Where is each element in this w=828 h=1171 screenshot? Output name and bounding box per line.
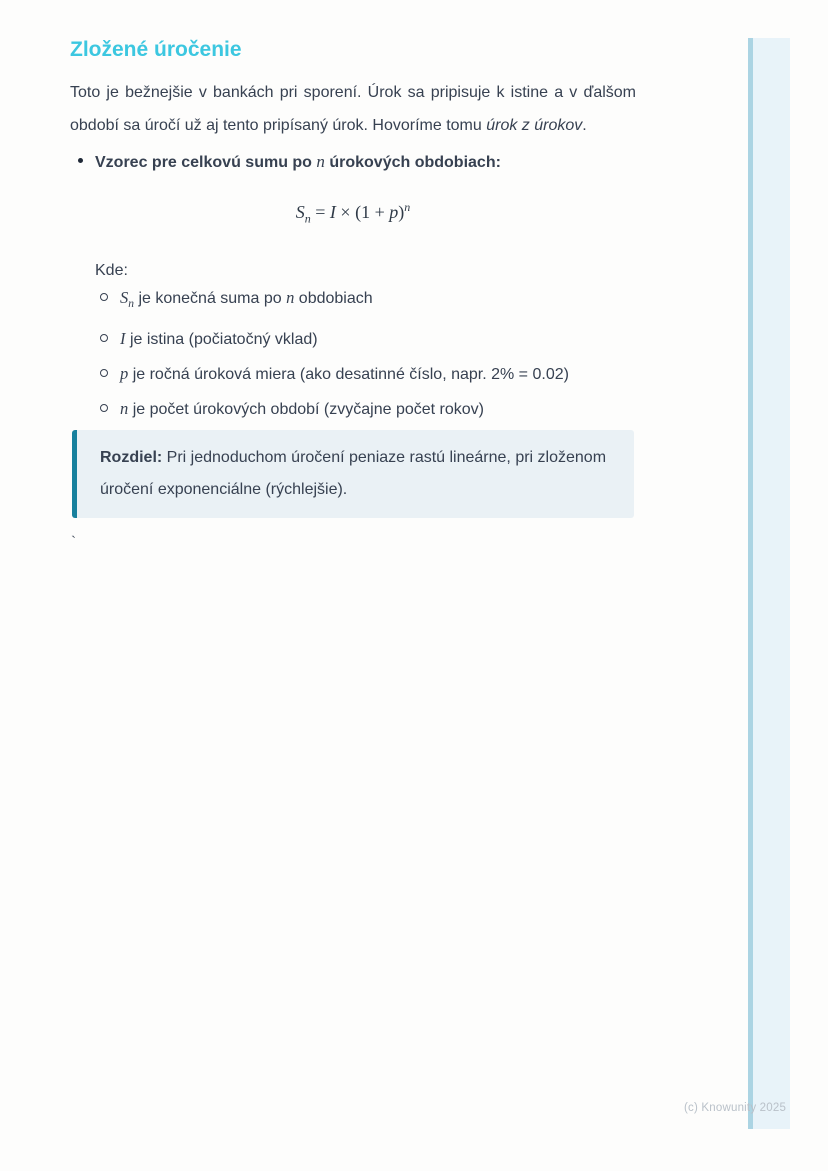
intro-text: Toto je bežnejšie v bankách pri sporení. Úrok sa pripisuje k istine a v ďalšom období sa úročí už aj tento pripísaný úrok. Hovoríme tomu [70, 84, 636, 134]
intro-italic-phrase: úrok z úrokov [486, 117, 583, 134]
where-list [95, 287, 640, 433]
copyright-footer: (c) Knowunity 2025 [684, 1102, 787, 1114]
formula-principal-i: I [329, 202, 336, 222]
formula-rate-p: p [389, 202, 399, 222]
formula-open-paren: (1 + [355, 202, 390, 222]
circle-bullet-icon [100, 334, 108, 342]
formula-close-paren: ) [398, 202, 405, 222]
formula-bullet-item [70, 151, 636, 173]
item-p-text: je ročná úroková miera (ako desatinné číslo, napr. 2% = 0.02) [128, 366, 569, 384]
intro-period: . [582, 117, 587, 134]
decorative-strip [748, 38, 790, 1129]
compound-interest-formula [70, 200, 636, 227]
list-item-p [95, 363, 640, 385]
item-n-text: je počet úrokových období (zvyčajne počet rokov) [128, 401, 484, 419]
circle-bullet-icon [100, 404, 108, 412]
var-p: p [120, 364, 129, 384]
item-sn-text: je konečná suma po [134, 290, 287, 307]
circle-bullet-icon [100, 293, 108, 301]
callout-bold-label: Rozdiel: [100, 449, 163, 466]
var-n: n [120, 399, 129, 419]
formula-subscript-n: n [304, 211, 311, 226]
var-i: I [120, 329, 126, 349]
var-s: S [120, 288, 129, 307]
stray-backtick-character: ` [71, 534, 76, 550]
circle-bullet-icon [100, 369, 108, 377]
formula-bullet-text-after: úrokových obdobiach: [324, 154, 501, 171]
formula-bullet-var-n: n [316, 152, 325, 171]
callout-text: Pri jednoduchom úročení peniaze rastú lineárne, pri zloženom úročení exponenciálne (rýchlejšie). [100, 449, 607, 498]
formula-times: × [335, 202, 356, 222]
bullet-dot-icon [78, 158, 83, 163]
page-title: Zložené úročenie [70, 38, 242, 61]
item-i-text: je istina (počiatočný vklad) [125, 331, 318, 349]
item-sn-text2: obdobiach [294, 290, 373, 307]
list-item-n [95, 398, 640, 420]
intro-paragraph [70, 76, 636, 142]
list-item-i [95, 328, 640, 350]
list-item-sn [95, 287, 640, 315]
formula-base-s: S [295, 202, 305, 222]
var-n-inline: n [286, 288, 295, 307]
formula-bullet-text-before: Vzorec pre celkovú sumu po [95, 154, 317, 171]
formula-equals: = [310, 202, 330, 222]
var-s-subscript: n [128, 298, 134, 311]
difference-callout-box [72, 430, 634, 518]
formula-exponent-n: n [404, 200, 411, 214]
where-label: Kde: [95, 262, 128, 279]
